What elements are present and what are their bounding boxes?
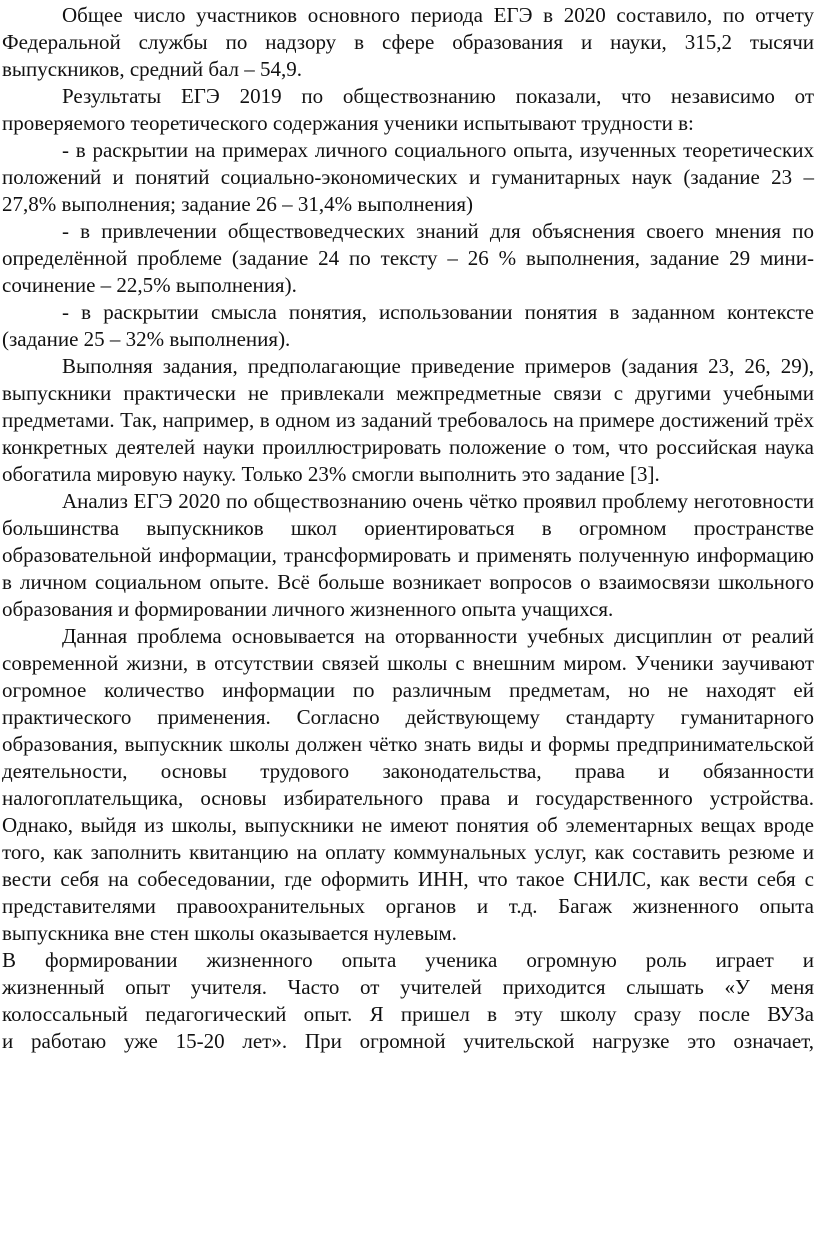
closing-line: колоссальный педагогический опыт. Я пришел в эту школу сразу после ВУЗа [2,1002,814,1026]
paragraph-results-2019: Результаты ЕГЭ 2019 по обществознанию показали, что независимо от проверяемого теоретического содержания ученики испытывают трудности в: [2,84,814,135]
paragraph-difficulty-concepts: - в раскрытии смысла понятия, использовании понятия в заданном контексте (задание 25 – 32% выполнения). [2,300,814,351]
closing-line: жизненный опыт учителя. Часто от учителей приходится слышать «У меня [2,975,814,999]
paragraph-problem-basis: Данная проблема основывается на оторванности учебных дисциплин от реалий современной жизни, в отсутствии связей школы с внешним миром. Ученики заучивают огромное количество информации по различным предметам, но не находят ей практического применения. Согласно действующему стандарту гуманитарного образования, выпускник школы должен чётко знать виды и формы предпринимательской деятельности, основы трудового законодательства, права и обязанности налогоплательщика, основы избирательного права и государственного устройства. Однако, выйдя из школы, выпускники не имеют понятия об элементарных вещах вроде того, как заполнить квитанцию на оплату коммунальных услуг, как составить резюме и вести себя на собеседовании, где оформить ИНН, что такое СНИЛС, как вести себя с представителями правоохранительных органов и т.д. Багаж жизненного опыта выпускника вне стен школы оказывается нулевым. [2,624,814,945]
paragraph-difficulty-examples: - в раскрытии на примерах личного социального опыта, изученных теоретических положений и понятий социально-экономических и гуманитарных наук (задание 23 – 27,8% выполнения; задание 26 – 31,4% выполнения) [2,138,814,216]
paragraph-interdisciplinary: Выполняя задания, предполагающие приведение примеров (задания 23, 26, 29), выпускники практически не привлекали межпредметные связи с другими учебными предметами. Так, например, в одном из заданий требовалось на примере достижений трёх конкретных деятелей науки проиллюстрировать положение о том, что российская наука обогатила мировую науку. Только 23% смогли выполнить это задание [3]. [2,354,814,486]
paragraph-analysis-2020: Анализ ЕГЭ 2020 по обществознанию очень чётко проявил проблему неготовности большинства выпускников школ ориентироваться в огромном пространстве образовательной информации, трансформировать и применять полученную информацию в личном социальном опыте. Всё больше возникает вопросов о взаимосвязи школьного образования и формировании личного жизненного опыта учащихся. [2,489,814,621]
paragraph-participants: Общее число участников основного периода ЕГЭ в 2020 составило, по отчету Федеральной службы по надзору в сфере образования и науки, 315,2 тысячи выпускников, средний бал – 54,9. [2,3,814,81]
paragraph-difficulty-knowledge: - в привлечении обществоведческих знаний для объяснения своего мнения по определённой проблеме (задание 24 по тексту – 26 % выполнения, задание 29 мини-сочинение – 22,5% выполнения). [2,219,814,297]
closing-paragraph [2,947,814,1055]
closing-line: и работаю уже 15-20 лет». При огромной учительской нагрузке это означает, [2,1029,814,1053]
closing-line: В формировании жизненного опыта ученика огромную роль играет и [2,948,814,972]
